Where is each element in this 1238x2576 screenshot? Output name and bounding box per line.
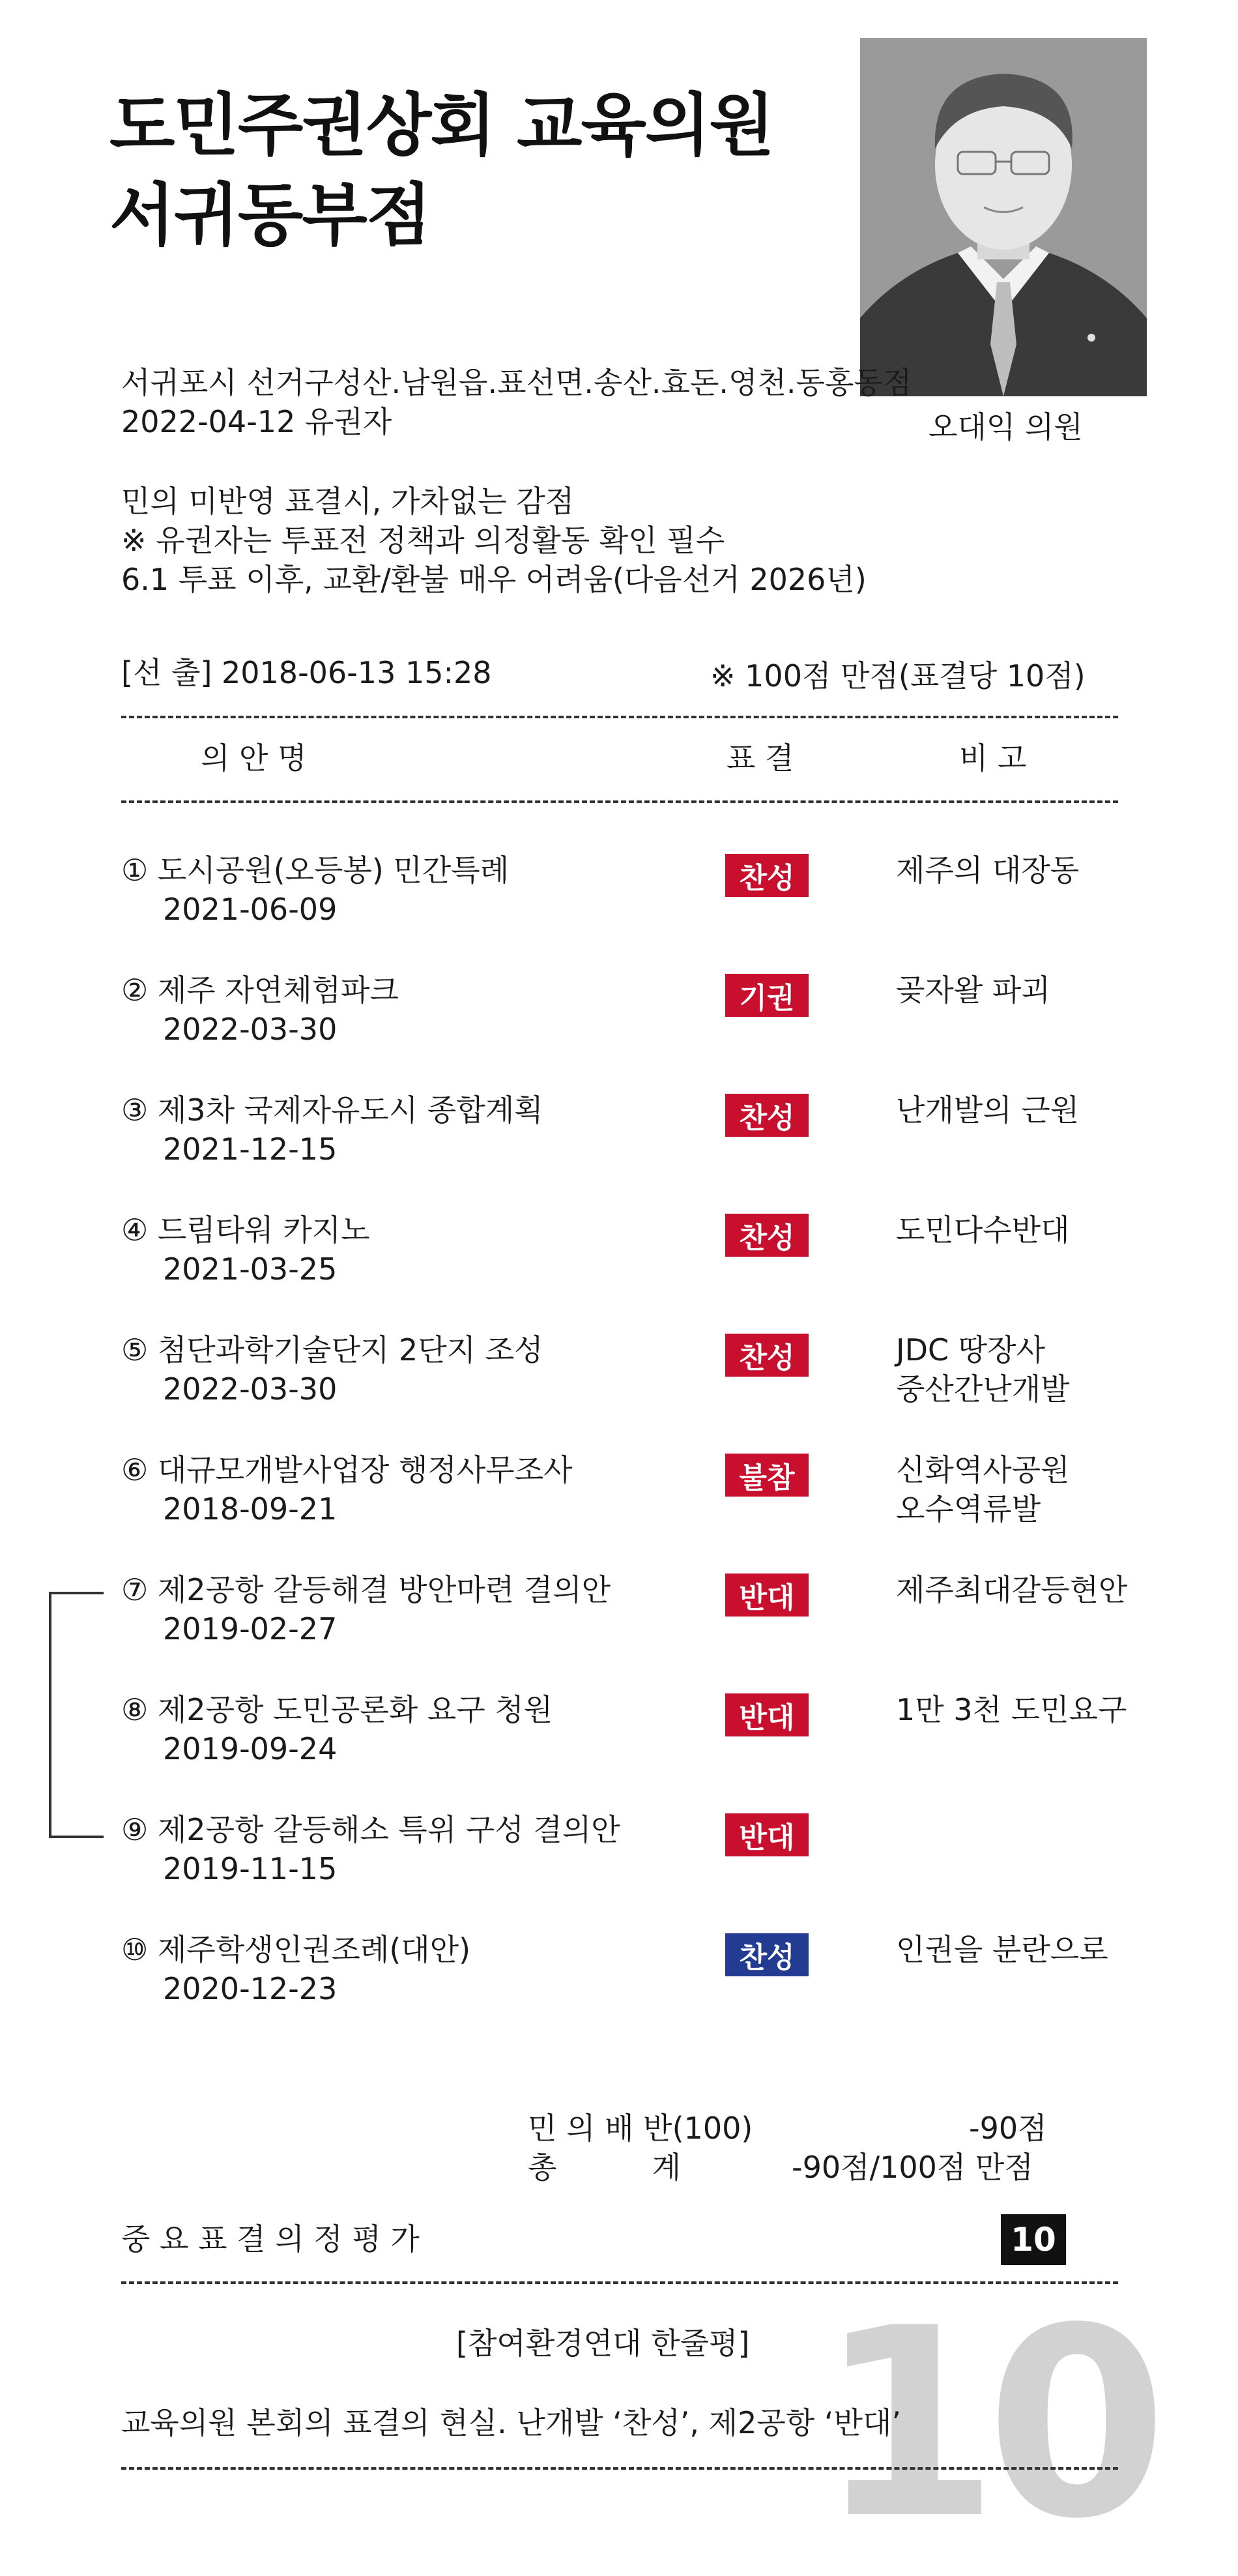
total-value: -90점/100점 만점 — [792, 2150, 1033, 2185]
vote-badge: 불참 — [725, 1454, 809, 1497]
bill-title: ⑨ 제2공항 갈등해소 특위 구성 결의안 — [121, 1812, 620, 1847]
election-date: [선 출] 2018-06-13 15:28 — [121, 655, 492, 690]
bill-date: 2021-03-25 — [163, 1251, 338, 1287]
vote-badge: 찬성 — [725, 1214, 809, 1257]
vote-badge: 반대 — [725, 1573, 809, 1617]
bill-title: ⑤ 첨단과학기술단지 2단지 조성 — [121, 1332, 543, 1368]
note-text: 제주의 대장동 — [896, 853, 1080, 888]
column-header-bill: 의 안 명 — [201, 740, 307, 776]
divider — [121, 2467, 1118, 2470]
bill-title: ⑩ 제주학생인권조례(대안) — [121, 1932, 471, 1967]
page-title-line2: 서귀동부점 — [109, 175, 431, 255]
vote-badge: 찬성 — [725, 854, 809, 897]
divider — [121, 716, 1118, 718]
warning-line-3: 6.1 투표 이후, 교환/환불 매우 어려움(다음선거 2026년) — [121, 562, 867, 597]
page-title-line1: 도민주권상회 교육의원 — [109, 85, 773, 165]
vote-badge: 반대 — [725, 1693, 809, 1736]
bill-date: 2020-12-23 — [163, 1971, 338, 2006]
vote-badge: 반대 — [725, 1813, 809, 1856]
note-text: 인권을 분란으로 — [896, 1932, 1108, 1967]
note-text: 제주최대갈등현안 — [896, 1572, 1128, 1607]
vote-badge: 찬성 — [725, 1334, 809, 1377]
bill-date: 2021-12-15 — [163, 1132, 338, 1167]
bill-date: 2021-06-09 — [163, 892, 338, 927]
evaluation-label: 중 요 표 결 의 정 평 가 — [121, 2221, 420, 2257]
airport-group-bracket — [49, 1592, 104, 1838]
councillor-name: 오대익 의원 — [928, 409, 1083, 445]
date-line: 2022-04-12 유권자 — [121, 404, 392, 439]
bill-title: ⑥ 대규모개발사업장 행정사무조사 — [121, 1452, 573, 1487]
warning-line-1: 민의 미반영 표결시, 가차없는 감점 — [121, 484, 575, 519]
comment-text: 교육의원 본회의 표결의 현실. 난개발 ‘찬성’, 제2공항 ‘반대’ — [121, 2405, 901, 2440]
note-text: 신화역사공원 — [896, 1452, 1070, 1487]
district-text: 서귀포시 선거구성산.남원읍.표선면.송산.효돈.영천.동홍동점 — [121, 365, 912, 400]
vote-badge: 찬성 — [725, 1933, 809, 1976]
vote-badge: 찬성 — [725, 1094, 809, 1137]
bill-title: ⑧ 제2공항 도민공론화 요구 청원 — [121, 1692, 553, 1727]
column-header-note: 비 고 — [959, 740, 1027, 776]
bill-date: 2018-09-21 — [163, 1491, 338, 1527]
bill-date: 2019-11-15 — [163, 1851, 338, 1886]
betrayal-label: 민 의 배 반(100) — [528, 2111, 753, 2146]
bill-date: 2022-03-30 — [163, 1012, 338, 1047]
scoring-note: ※ 100점 만점(표결당 10점) — [710, 658, 1086, 694]
bill-date: 2022-03-30 — [163, 1371, 338, 1407]
councillor-photo — [860, 38, 1147, 396]
bill-date: 2019-09-24 — [163, 1731, 338, 1766]
bill-title: ② 제주 자연체험파크 — [121, 973, 399, 1008]
column-header-vote: 표 결 — [727, 740, 794, 776]
total-label: 총 계 — [528, 2150, 682, 2185]
bill-title: ③ 제3차 국제자유도시 종합계획 — [121, 1092, 543, 1128]
betrayal-value: -90점 — [969, 2111, 1047, 2146]
note-text: JDC 땅장사 — [896, 1332, 1046, 1368]
note-text: 곶자왈 파괴 — [896, 973, 1050, 1008]
note-text: 도민다수반대 — [896, 1212, 1070, 1248]
note-text: 1만 3천 도민요구 — [896, 1692, 1127, 1727]
warning-line-2: ※ 유권자는 투표전 정책과 의정활동 확인 필수 — [121, 523, 725, 558]
bill-date: 2019-02-27 — [163, 1611, 338, 1647]
bill-title: ① 도시공원(오등봉) 민간특례 — [121, 853, 510, 888]
note-text: 난개발의 근원 — [896, 1092, 1080, 1128]
note-text-line2: 중산간난개발 — [896, 1371, 1070, 1407]
comment-title: [참여환경연대 한줄평] — [456, 2326, 750, 2361]
note-text-line2: 오수역류발 — [896, 1491, 1041, 1527]
score-watermark: 10 — [818, 2273, 1155, 2576]
bill-title: ④ 드림타워 카지노 — [121, 1212, 370, 1248]
divider — [121, 800, 1118, 803]
bill-title: ⑦ 제2공항 갈등해결 방안마련 결의안 — [121, 1572, 611, 1607]
evaluation-score: 10 — [1001, 2214, 1066, 2265]
vote-badge: 기권 — [725, 974, 809, 1017]
